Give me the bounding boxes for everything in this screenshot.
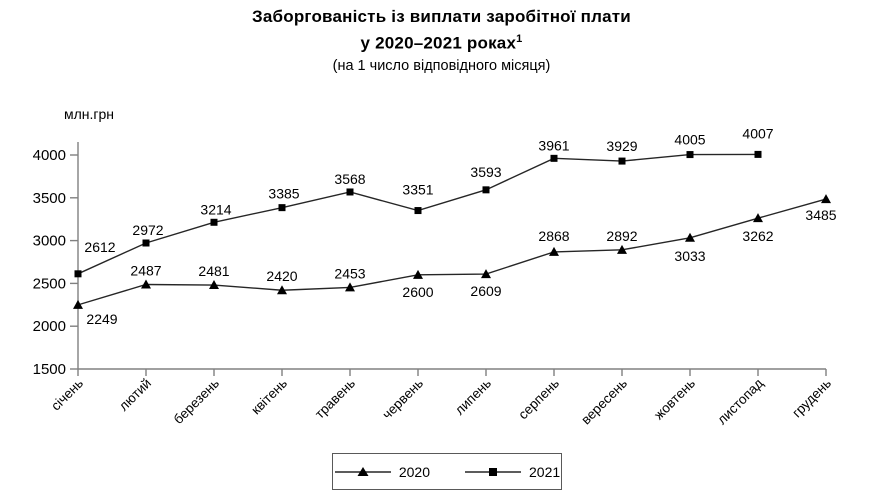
chart-legend	[332, 453, 562, 490]
data-point-2021-лютий	[143, 239, 150, 246]
data-point-2021-травень	[347, 188, 354, 195]
chart-subtitle: (на 1 число відповідного місяця)	[332, 57, 551, 74]
y-axis-unit-label: млн.грн	[64, 106, 115, 122]
data-point-2021-вересень	[619, 158, 626, 165]
y-tick-label: 3500	[32, 189, 66, 207]
data-label-2020-квітень: 2420	[266, 268, 298, 285]
data-label-2021-листопад: 4007	[742, 125, 774, 142]
data-label-2021-квітень: 3385	[268, 185, 300, 202]
data-point-2020-грудень	[821, 194, 831, 203]
data-label-2020-серпень: 2868	[538, 227, 570, 244]
data-point-2021-серпень	[551, 155, 558, 162]
data-label-2021-червень: 3351	[402, 181, 434, 198]
data-label-2021-лютий: 2972	[132, 221, 164, 238]
data-label-2020-листопад: 3262	[742, 228, 774, 245]
month-label: червень	[379, 375, 427, 423]
data-point-2021-квітень	[279, 204, 286, 211]
data-label-2021-травень: 3568	[334, 170, 366, 187]
legend-label-2020: 2020	[398, 463, 430, 480]
data-point-2021-січень	[75, 270, 82, 277]
data-label-2020-травень: 2453	[334, 265, 366, 282]
y-tick-label: 3000	[32, 232, 66, 250]
data-label-2021-липень: 3593	[470, 163, 502, 180]
month-label: липень	[451, 375, 495, 418]
data-label-2020-вересень: 2892	[606, 227, 638, 244]
data-label-2020-березень: 2481	[198, 263, 230, 280]
chart-title-block	[0, 6, 883, 77]
month-label: листопад	[714, 375, 767, 428]
data-label-2020-січень: 2249	[86, 310, 118, 327]
data-label-2021-вересень: 3929	[606, 138, 638, 155]
data-label-2021-серпень: 3961	[538, 137, 570, 154]
legend-item-2020	[334, 464, 430, 480]
data-point-2021-листопад	[755, 151, 762, 158]
data-point-2021-березень	[211, 219, 218, 226]
legend-item-2021	[464, 464, 560, 480]
data-label-2021-березень: 3214	[200, 201, 232, 218]
month-label: березень	[170, 375, 223, 428]
data-label-2020-жовтень: 3033	[674, 247, 706, 264]
month-label: лютий	[115, 375, 155, 414]
month-label: грудень	[789, 375, 835, 421]
y-tick-label: 4000	[32, 147, 66, 164]
legend-label-2021: 2021	[529, 463, 561, 480]
data-point-2021-жовтень	[687, 151, 694, 158]
data-label-2020-грудень: 3485	[805, 207, 837, 224]
data-label-2020-липень: 2609	[470, 283, 502, 300]
data-label-2020-червень: 2600	[402, 283, 434, 300]
y-tick-label: 1500	[32, 361, 66, 378]
legend-marker-2020-icon	[334, 466, 392, 478]
data-point-2021-червень	[415, 207, 422, 214]
y-tick-label: 2500	[32, 275, 66, 293]
y-tick-label: 2000	[32, 318, 66, 336]
footnote-marker: 1	[516, 33, 523, 45]
data-label-2021-січень: 2612	[84, 238, 116, 255]
chart-title-line1: Заборгованість із виплати заробітної плати	[252, 7, 631, 26]
series-2020-line	[78, 199, 826, 305]
legend-marker-2021-icon	[464, 466, 522, 478]
month-label: квітень	[248, 375, 291, 418]
month-label: вересень	[578, 375, 631, 428]
series-2021-line	[78, 154, 758, 273]
chart-title-line2	[0, 28, 883, 55]
month-label: травень	[312, 375, 359, 422]
data-point-2021-липень	[483, 186, 490, 193]
month-label: січень	[48, 375, 87, 414]
data-label-2020-лютий: 2487	[130, 262, 162, 279]
data-label-2021-жовтень: 4005	[674, 131, 706, 148]
month-label: жовтень	[651, 375, 699, 423]
chart-title-line2-text: у 2020–2021 роках	[360, 33, 517, 53]
month-label: серпень	[515, 375, 563, 423]
